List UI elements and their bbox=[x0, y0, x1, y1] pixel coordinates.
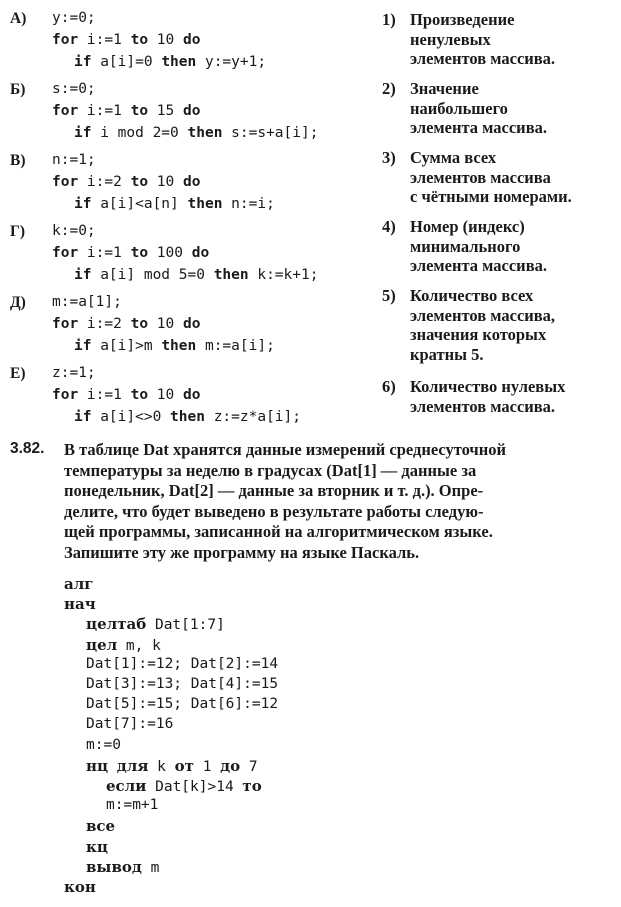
code-keyword: for bbox=[52, 245, 79, 261]
answer-text-line: кратны 5. bbox=[410, 344, 484, 364]
code-keyword: для bbox=[116, 756, 149, 775]
code-text: i:=1 bbox=[78, 245, 131, 261]
program-code-line bbox=[74, 267, 318, 283]
algorithm-line bbox=[86, 636, 161, 654]
answer-text-line: элемента массива. bbox=[410, 256, 547, 275]
code-keyword: to bbox=[130, 32, 149, 48]
answer-text bbox=[410, 148, 620, 207]
code-keyword: if bbox=[74, 267, 92, 283]
algorithm-line bbox=[86, 838, 108, 856]
code-text: k:=k+1; bbox=[248, 267, 319, 283]
code-keyword: do bbox=[182, 316, 201, 332]
task-text-line: щей программы, записанной на алгоритмическом языке. bbox=[64, 522, 493, 541]
code-text: Dat[5]:=15; Dat[6]:=12 bbox=[86, 696, 279, 713]
task-text-line: В таблице Dat хранятся данные измерений среднесуточной bbox=[64, 440, 506, 459]
code-text: z:=z*a[i]; bbox=[204, 409, 301, 425]
algorithm-line bbox=[86, 716, 173, 732]
task-text-line: делите, что будет выведено в результате работы следую- bbox=[64, 501, 484, 521]
algorithm-line bbox=[106, 777, 262, 795]
program-code-line bbox=[52, 294, 122, 310]
code-keyword: then bbox=[170, 409, 205, 425]
code-text: Dat[7]:=16 bbox=[86, 716, 174, 733]
code-keyword: if bbox=[74, 196, 92, 212]
code-text: Dat[1:7] bbox=[146, 617, 225, 634]
code-text: m, k bbox=[117, 637, 161, 654]
program-code-line bbox=[52, 152, 96, 168]
task-statement bbox=[64, 440, 612, 563]
answer-text-line: Произведение bbox=[410, 10, 515, 29]
code-text: m:=m+1 bbox=[106, 797, 159, 814]
answer-text-line: Количество нулевых bbox=[410, 377, 566, 396]
code-text bbox=[108, 759, 117, 775]
answer-text-line: Значение bbox=[410, 79, 479, 98]
answer-number: 6) bbox=[382, 377, 396, 396]
code-keyword: цел bbox=[86, 635, 118, 654]
answer-text-line: элемента массива. bbox=[410, 118, 547, 137]
program-letter: Е) bbox=[10, 365, 26, 382]
algorithm-line bbox=[64, 575, 94, 593]
algorithm-line bbox=[64, 878, 96, 896]
answer-text-line: Номер (индекс) bbox=[410, 217, 525, 236]
answer-text bbox=[410, 377, 620, 416]
algorithm-line bbox=[86, 615, 225, 633]
code-text: i:=2 bbox=[78, 174, 131, 190]
program-code-line bbox=[74, 338, 275, 354]
code-keyword: если bbox=[106, 777, 147, 795]
code-keyword: if bbox=[74, 125, 92, 141]
code-keyword: then bbox=[187, 125, 223, 141]
code-text: Dat[1]:=12; Dat[2]:=14 bbox=[86, 655, 279, 672]
code-text: a[i]>m bbox=[91, 338, 162, 354]
code-text: Dat[3]:=13; Dat[4]:=15 bbox=[86, 676, 279, 692]
code-text: 10 bbox=[148, 32, 183, 48]
code-keyword: for bbox=[52, 387, 79, 403]
program-code-line bbox=[52, 245, 209, 261]
code-text: i:=2 bbox=[78, 316, 131, 332]
code-text: m bbox=[141, 859, 160, 876]
code-keyword: то bbox=[242, 777, 262, 795]
algorithm-line bbox=[86, 817, 115, 835]
program-code-line bbox=[52, 81, 96, 97]
code-text: m:=a[i]; bbox=[196, 338, 275, 354]
answer-text bbox=[410, 10, 620, 69]
answer-text bbox=[410, 79, 620, 138]
code-text: a[i]<a[n] bbox=[91, 196, 188, 212]
answer-text-line: элементов массива. bbox=[410, 49, 556, 68]
answer-text-line: с чётными номерами. bbox=[410, 187, 572, 206]
answer-text-line: элементов массива bbox=[410, 167, 551, 187]
code-keyword: to bbox=[130, 174, 149, 190]
program-code-line bbox=[52, 365, 96, 381]
program-letter: Б) bbox=[10, 81, 26, 98]
algorithm-line bbox=[86, 757, 258, 775]
code-keyword: кц bbox=[86, 837, 108, 856]
program-code-line bbox=[74, 54, 266, 70]
code-keyword: then bbox=[187, 196, 223, 212]
program-code-line bbox=[52, 32, 200, 48]
code-keyword: for bbox=[52, 174, 79, 190]
program-code-line bbox=[74, 196, 275, 212]
answer-text-line: элементов массива, bbox=[410, 305, 556, 325]
code-keyword: for bbox=[52, 32, 79, 48]
algorithm-line bbox=[86, 737, 121, 753]
code-text: m:=a[1]; bbox=[52, 294, 122, 310]
code-keyword: to bbox=[130, 316, 149, 332]
code-text: a[i]=0 bbox=[91, 54, 162, 70]
code-text: z:=1; bbox=[52, 365, 96, 381]
answer-number: 1) bbox=[382, 10, 396, 29]
program-code-line bbox=[52, 174, 200, 190]
code-text: 100 bbox=[148, 245, 192, 261]
algorithm-line bbox=[86, 696, 278, 712]
code-text: i:=1 bbox=[78, 103, 131, 119]
program-code-line bbox=[52, 387, 200, 403]
task-text-line: понедельник, Dat[2] — данные за вторник и т. д.). Опре- bbox=[64, 481, 484, 500]
code-text: 15 bbox=[148, 103, 183, 119]
program-letter: Г) bbox=[10, 223, 26, 240]
code-keyword: do bbox=[182, 32, 201, 48]
program-letter: Д) bbox=[10, 294, 26, 311]
program-letter: В) bbox=[10, 152, 26, 169]
answer-text bbox=[410, 217, 620, 276]
code-keyword: to bbox=[130, 245, 149, 261]
code-keyword: до bbox=[220, 756, 241, 775]
code-keyword: все bbox=[86, 817, 116, 836]
code-text: i:=1 bbox=[78, 32, 131, 48]
code-keyword: do bbox=[182, 174, 201, 190]
algorithm-line bbox=[86, 676, 278, 692]
code-text: k bbox=[148, 758, 175, 775]
answer-text-line: минимального bbox=[410, 236, 521, 256]
algorithm-line bbox=[86, 656, 278, 672]
code-keyword: if bbox=[74, 338, 92, 354]
code-keyword: do bbox=[182, 387, 201, 403]
code-keyword: then bbox=[161, 338, 197, 354]
code-keyword: then bbox=[161, 54, 197, 70]
code-text: i:=1 bbox=[78, 387, 131, 403]
code-text: s:=s+a[i]; bbox=[222, 125, 319, 141]
code-keyword: от bbox=[174, 756, 194, 775]
code-keyword: if bbox=[74, 54, 92, 70]
program-code-line bbox=[52, 10, 96, 26]
task-number: 3.82. bbox=[10, 440, 45, 457]
answer-text-line: элементов массива. bbox=[410, 396, 556, 416]
program-code-line bbox=[74, 409, 301, 425]
code-keyword: do bbox=[191, 245, 210, 261]
algorithm-line bbox=[106, 797, 158, 813]
algorithm-line bbox=[64, 595, 96, 613]
program-letter: А) bbox=[10, 10, 27, 27]
code-keyword: to bbox=[130, 387, 149, 403]
algorithm-line bbox=[86, 858, 159, 876]
code-keyword: вывод bbox=[86, 857, 142, 876]
program-code-line bbox=[52, 223, 96, 239]
code-text: 1 bbox=[193, 758, 221, 775]
task-text-line: температуры за неделю в градусах (Dat[1] — данные за bbox=[64, 460, 477, 480]
code-keyword: нц bbox=[86, 756, 109, 775]
answer-text bbox=[410, 286, 620, 364]
code-text: Dat[k]>14 bbox=[146, 779, 243, 795]
code-text: y:=y+1; bbox=[196, 54, 267, 70]
code-text: n:=1; bbox=[52, 152, 96, 168]
code-keyword: алг bbox=[64, 575, 94, 593]
program-code-line bbox=[74, 125, 318, 141]
code-text: s:=0; bbox=[52, 81, 96, 97]
code-text: 10 bbox=[148, 387, 183, 403]
code-keyword: do bbox=[182, 103, 201, 119]
code-text: 7 bbox=[240, 758, 258, 775]
task-text-line: Запишите эту же программу на языке Паскаль. bbox=[64, 542, 420, 562]
answer-text-line: ненулевых bbox=[410, 29, 491, 49]
code-text: y:=0; bbox=[52, 10, 96, 26]
code-text: a[i]<>0 bbox=[91, 409, 171, 425]
answer-text-line: Сумма всех bbox=[410, 148, 497, 167]
answer-number: 2) bbox=[382, 79, 396, 98]
code-text: a[i] mod 5=0 bbox=[91, 267, 214, 283]
answer-number: 5) bbox=[382, 286, 396, 305]
code-text: 10 bbox=[148, 316, 183, 332]
code-text: m:=0 bbox=[86, 736, 121, 753]
code-text: i mod 2=0 bbox=[91, 125, 188, 141]
code-keyword: кон bbox=[64, 878, 96, 896]
code-keyword: целтаб bbox=[86, 615, 147, 634]
code-text: 10 bbox=[148, 174, 183, 190]
answer-text-line: наибольшего bbox=[410, 98, 508, 118]
answer-text-line: Количество всех bbox=[410, 286, 534, 305]
program-code-line bbox=[52, 316, 200, 332]
code-keyword: for bbox=[52, 316, 79, 332]
code-text: k:=0; bbox=[52, 223, 96, 239]
code-text: n:=i; bbox=[222, 196, 275, 212]
answer-number: 4) bbox=[382, 217, 396, 236]
answer-number: 3) bbox=[382, 148, 396, 167]
code-keyword: then bbox=[213, 267, 249, 283]
code-keyword: if bbox=[74, 409, 92, 425]
answer-text-line: значения которых bbox=[410, 325, 547, 344]
program-code-line bbox=[52, 103, 200, 119]
code-keyword: to bbox=[130, 103, 149, 119]
code-keyword: нач bbox=[64, 595, 96, 614]
code-keyword: for bbox=[52, 103, 79, 119]
